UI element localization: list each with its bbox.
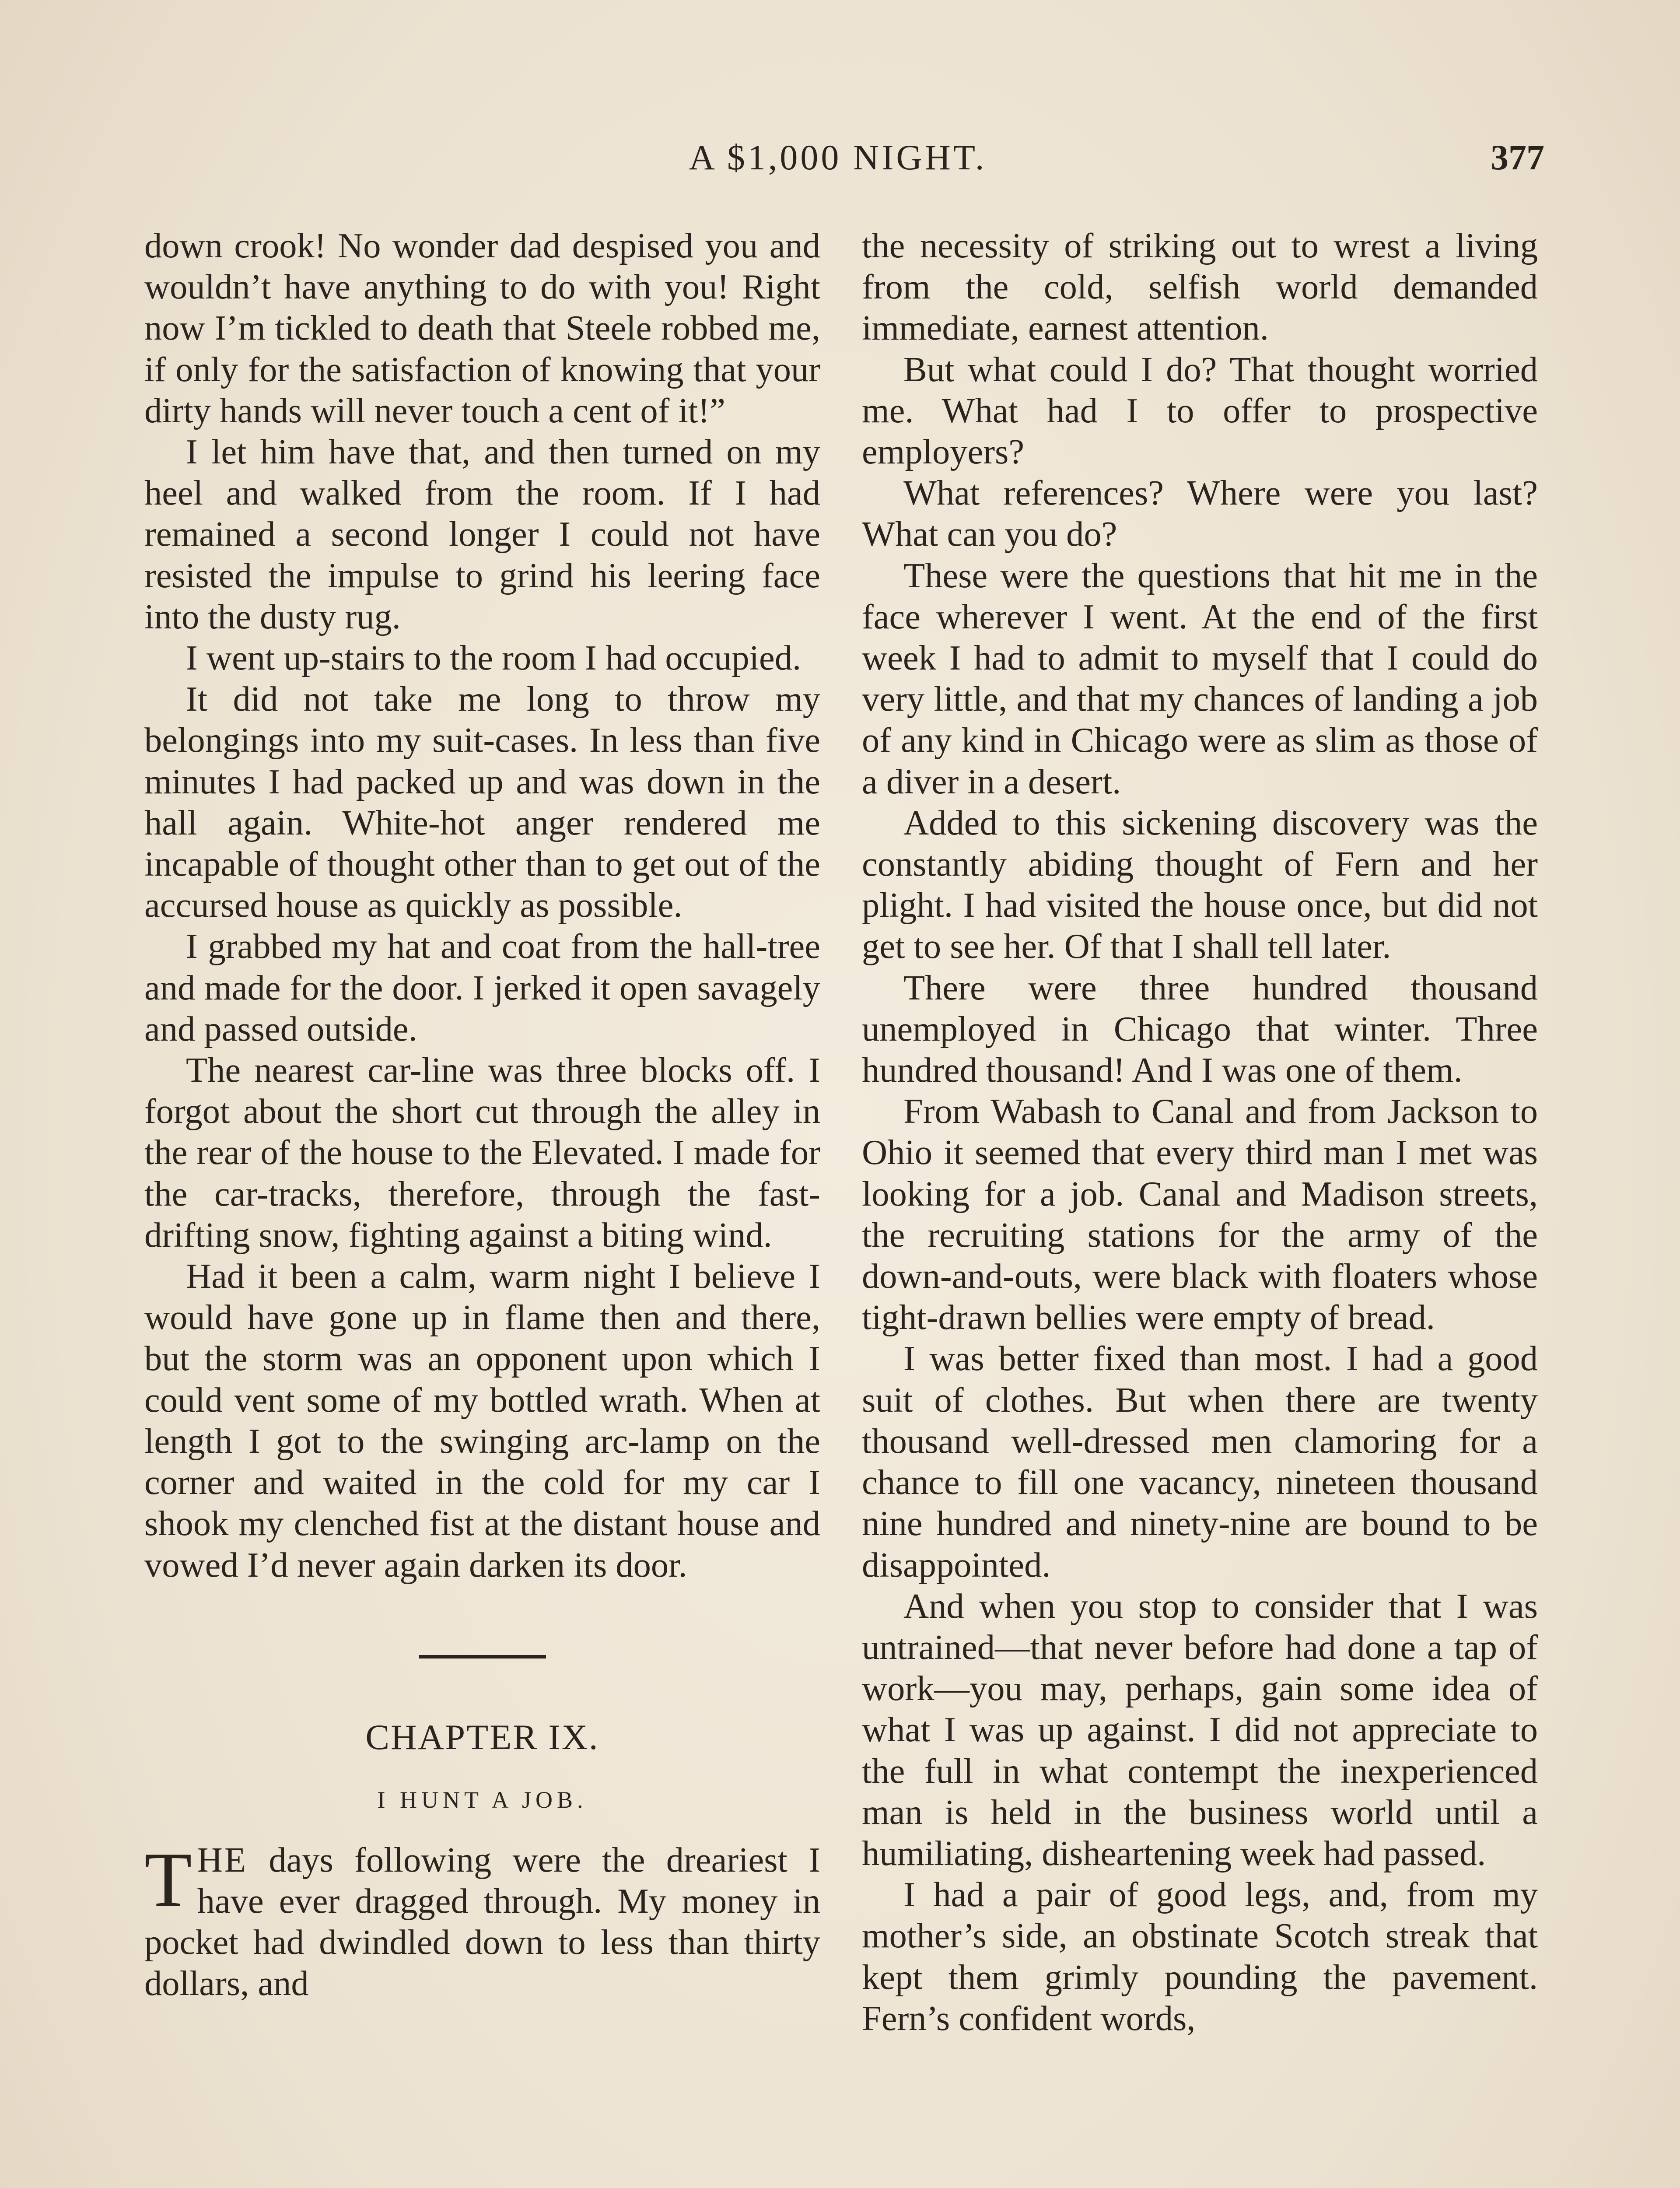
paragraph: The nearest car-line was three blocks off. I forgot about the short cut through the alley in the rear of the house to the Elevated. I made for the car-tracks, therefore, through the fast-drifting snow, fighting against a biting wind.: [144, 1051, 820, 1255]
lead-word: HE: [197, 1840, 248, 1879]
paragraph: I had a pair of good legs, and, from my mother’s side, an obstinate Scotch streak that kept them grimly pounding the pavement. Fern’s confident words,: [862, 1875, 1538, 2038]
running-title: A $1,000 NIGHT.: [689, 137, 987, 177]
paragraph: These were the questions that hit me in the face wherever I went. At the end of the first week I had to admit to myself that I could do very little, and that my chances of landing a job of any kind in Chicago were as slim as those of a diver in a desert.: [862, 556, 1538, 801]
drop-cap: T: [144, 1836, 192, 1923]
chapter-opening-paragraph: [144, 1836, 820, 2005]
paragraph: I let him have that, and then turned on my heel and walked from the room. If I had remained a second longer I could not have resisted the impulse to grind his leering face into the dusty rug.: [144, 432, 820, 636]
paragraph: But what could I do? That thought worried me. What had I to offer to prospective employers?: [862, 350, 1538, 472]
paragraph: I went up-stairs to the room I had occupied.: [186, 638, 802, 678]
paragraph: From Wabash to Canal and from Jackson to Ohio it seemed that every third man I met was looking for a job. Canal and Madison streets, the recruiting stations for the army of the down-and-outs, were black with floaters whose tight-drawn bellies were empty of bread.: [862, 1092, 1538, 1337]
page-number: 377: [1491, 137, 1544, 177]
running-head: [131, 131, 1544, 184]
paragraph: And when you stop to consider that I was untrained—that never before had done a tap of work—you may, perhaps, gain some idea of what I was up against. I did not appreciate to the full in what contempt the inexperienced man is held in the business world until a humiliating, disheartening week had passed.: [862, 1586, 1538, 1873]
paragraph: Added to this sickening discovery was the constantly abiding thought of Fern and her plight. I had visited the house once, but did not get to see her. Of that I shall tell later.: [862, 803, 1538, 966]
paragraph: What references? Where were you last? What can you do?: [862, 473, 1538, 554]
paragraph: down crook! No wonder dad despised you and wouldn’t have anything to do with you! Right now I’m tickled to death that Steele robbed me, if only for the satisfaction of knowing that your dirty hands will never touch a cent of it!”: [144, 226, 820, 430]
left-column: [144, 225, 820, 2005]
paragraph: There were three hundred thousand unemployed in Chicago that winter. Three hundred thousand! And I was one of them.: [862, 968, 1538, 1090]
paragraph: I grabbed my hat and coat from the hall-tree and made for the door. I jerked it open savagely and passed outside.: [144, 927, 820, 1048]
chapter-subtitle: I HUNT A JOB.: [377, 1786, 588, 1813]
paragraph: the necessity of striking out to wrest a living from the cold, selfish world demanded immediate, earnest attention.: [862, 226, 1538, 348]
paragraph: Had it been a calm, warm night I believe I would have gone up in flame then and there, but the storm was an opponent upon which I could vent some of my bottled wrath. When at length I got to the swinging arc-lamp on the corner and waited in the cold for my car I shook my clenched fist at the distant house and vowed I’d never again darken its door.: [144, 1257, 820, 1585]
paragraph: It did not take me long to throw my belongings into my suit-cases. In less than five minutes I had packed up and was down in the hall again. White-hot anger rendered me incapable of thought other than to get out of the accursed house as quickly as possible.: [144, 680, 820, 925]
paragraph-text: days following were the dreariest I have ever dragged through. My money in pocket had dwindled down to less than thirty dollars, and: [144, 1840, 820, 2003]
chapter-title: CHAPTER IX.: [365, 1717, 599, 1757]
paragraph: I was better fixed than most. I had a good suit of clothes. But when there are twenty thousand well-dressed men clamoring for a chance to fill one vacancy, nineteen thousand nine hundred and ninety-nine are bound to be disappointed.: [862, 1339, 1538, 1585]
section-divider: [419, 1655, 546, 1659]
right-column: [862, 225, 1538, 2039]
